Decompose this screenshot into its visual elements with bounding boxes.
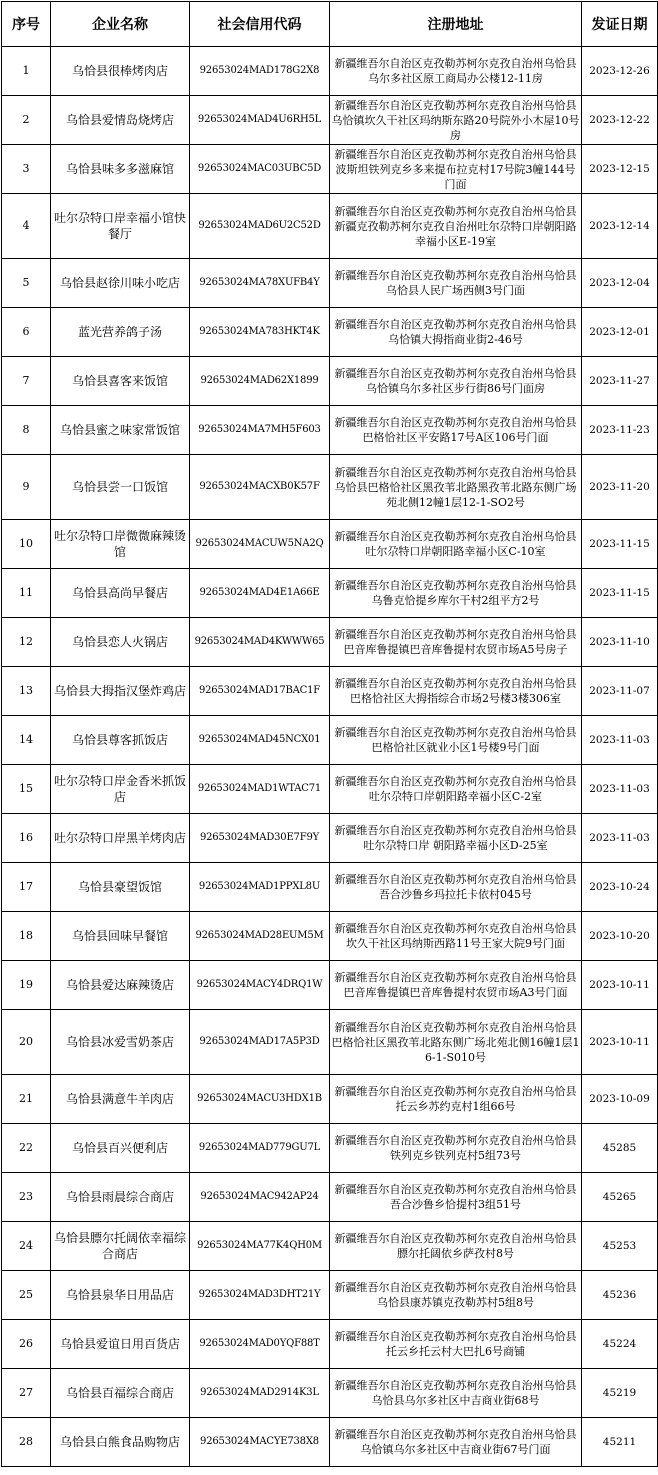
row-issue-date: 2023-10-20 [582, 912, 658, 961]
row-company-name: 乌恰县百兴便利店 [51, 1124, 190, 1173]
header-address: 注册地址 [330, 2, 582, 47]
row-seq: 26 [2, 1320, 51, 1369]
row-address: 新疆维吾尔自治区克孜勒苏柯尔克孜自治州乌恰县乌恰县人民广场西侧3号门面 [330, 259, 582, 308]
row-seq: 10 [2, 520, 51, 569]
row-company-name: 乌恰县满意牛羊肉店 [51, 1075, 190, 1124]
row-company-name: 乌恰县泉华日用品店 [51, 1271, 190, 1320]
row-issue-date: 2023-11-15 [582, 569, 658, 618]
row-address: 新疆维吾尔自治区克孜勒苏柯尔克孜自治州乌恰县乌尔多社区原工商局办公楼12-11房 [330, 47, 582, 96]
row-issue-date: 2023-11-10 [582, 618, 658, 667]
row-seq: 14 [2, 716, 51, 765]
row-address: 新疆维吾尔自治区克孜勒苏柯尔克孜自治州乌恰县铁列克乡铁列克村5组73号 [330, 1124, 582, 1173]
row-issue-date: 2023-11-27 [582, 357, 658, 406]
row-address: 新疆维吾尔自治区克孜勒苏柯尔克孜自治州乌恰县乌鲁克恰提乡库尔干村2组平方2号 [330, 569, 582, 618]
table-row [2, 455, 658, 520]
row-seq: 5 [2, 259, 51, 308]
table-row [2, 1010, 658, 1075]
row-seq: 12 [2, 618, 51, 667]
row-address: 新疆维吾尔自治区克孜勒苏柯尔克孜自治州乌恰县乌恰镇乌尔多社区中吉商业街67号门面 [330, 1418, 582, 1467]
row-company-name: 乌恰县恋人火锅店 [51, 618, 190, 667]
row-address: 新疆维吾尔自治区克孜勒苏柯尔克孜自治州乌恰县波斯坦铁列克乡多来提布拉克村17号院3幢144号门面 [330, 145, 582, 194]
row-company-name: 乌恰县很棒烤肉店 [51, 47, 190, 96]
table-row [2, 145, 658, 194]
row-seq: 28 [2, 1418, 51, 1467]
row-issue-date: 2023-11-03 [582, 765, 658, 814]
row-company-name: 吐尔尕特口岸微微麻辣烫馆 [51, 520, 190, 569]
table-row [2, 47, 658, 96]
row-credit-code: 92653024MAD1PPXL8U [190, 863, 330, 912]
row-address: 新疆维吾尔自治区克孜勒苏柯尔克孜自治州乌恰县吐尔尕特口岸 朝阳路幸福小区D-25室 [330, 814, 582, 863]
table-row [2, 194, 658, 259]
row-credit-code: 92653024MACU3HDX1B [190, 1075, 330, 1124]
row-credit-code: 92653024MAD4KWWW65 [190, 618, 330, 667]
row-issue-date: 2023-12-01 [582, 308, 658, 357]
row-credit-code: 92653024MAD2914K3L [190, 1369, 330, 1418]
row-company-name: 乌恰县大拇指汉堡炸鸡店 [51, 667, 190, 716]
row-address: 新疆维吾尔自治区克孜勒苏柯尔克孜自治州乌恰县托云乡托云村大巴扎6号商铺 [330, 1320, 582, 1369]
header-credit-code: 社会信用代码 [190, 2, 330, 47]
row-address: 新疆维吾尔自治区克孜勒苏柯尔克孜自治州乌恰县乌恰县巴格恰社区黑孜苇北路黑孜苇北路东侧广场苑北侧12幢1层12-1-SO2号 [330, 455, 582, 520]
row-company-name: 乌恰县爱情岛烧烤店 [51, 96, 190, 145]
row-credit-code: 92653024MAD779GU7L [190, 1124, 330, 1173]
row-issue-date: 45253 [582, 1222, 658, 1271]
row-issue-date: 2023-11-03 [582, 814, 658, 863]
table-row [2, 96, 658, 145]
row-issue-date: 2023-10-11 [582, 1010, 658, 1075]
row-address: 新疆维吾尔自治区克孜勒苏柯尔克孜自治州乌恰县巴格恰社区黑孜苇北路东侧广场北苑北侧16幢1层16-1-S010号 [330, 1010, 582, 1075]
row-company-name: 乌恰县喜客来饭馆 [51, 357, 190, 406]
row-seq: 19 [2, 961, 51, 1010]
table-row [2, 912, 658, 961]
row-issue-date: 2023-12-26 [582, 47, 658, 96]
row-address: 新疆维吾尔自治区克孜勒苏柯尔克孜自治州乌恰县乌恰县乌尔多社区中吉商业街68号 [330, 1369, 582, 1418]
row-credit-code: 92653024MA78XUFB4Y [190, 259, 330, 308]
row-credit-code: 92653024MA77K4QH0M [190, 1222, 330, 1271]
row-issue-date: 45265 [582, 1173, 658, 1222]
row-company-name: 乌恰县回味早餐馆 [51, 912, 190, 961]
row-company-name: 乌恰县爱达麻辣烫店 [51, 961, 190, 1010]
row-issue-date: 2023-10-11 [582, 961, 658, 1010]
row-company-name: 吐尔尕特口岸金香米抓饭店 [51, 765, 190, 814]
row-credit-code: 92653024MA7MH5F603 [190, 406, 330, 455]
row-issue-date: 45285 [582, 1124, 658, 1173]
table-row [2, 1075, 658, 1124]
table-row [2, 765, 658, 814]
row-credit-code: 92653024MAD0YQF88T [190, 1320, 330, 1369]
table-row [2, 1124, 658, 1173]
row-credit-code: 92653024MACY4DRQ1W [190, 961, 330, 1010]
header-seq: 序号 [2, 2, 51, 47]
row-company-name: 吐尔尕特口岸幸福小馆快餐厅 [51, 194, 190, 259]
row-address: 新疆维吾尔自治区克孜勒苏柯尔克孜自治州乌恰县巴音库鲁提镇巴音库鲁提村农贸市场A5号房子 [330, 618, 582, 667]
row-issue-date: 2023-11-23 [582, 406, 658, 455]
row-company-name: 乌恰县高尚早餐店 [51, 569, 190, 618]
row-credit-code: 92653024MAD45NCX01 [190, 716, 330, 765]
row-credit-code: 92653024MA783HKT4K [190, 308, 330, 357]
row-issue-date: 2023-10-24 [582, 863, 658, 912]
row-company-name: 乌恰县蜜之味家常饭馆 [51, 406, 190, 455]
row-credit-code: 92653024MAD1WTAC71 [190, 765, 330, 814]
row-address: 新疆维吾尔自治区克孜勒苏柯尔克孜自治州乌恰县乌恰镇大拇指商业街2-46号 [330, 308, 582, 357]
row-company-name: 乌恰县百福综合商店 [51, 1369, 190, 1418]
row-credit-code: 92653024MAD4U6RH5L [190, 96, 330, 145]
row-address: 新疆维吾尔自治区克孜勒苏柯尔克孜自治州乌恰县巴格恰社区平安路17号A区106号门面 [330, 406, 582, 455]
table-row [2, 357, 658, 406]
row-credit-code: 92653024MACUW5NA2Q [190, 520, 330, 569]
row-credit-code: 92653024MAD4E1A66E [190, 569, 330, 618]
row-address: 新疆维吾尔自治区克孜勒苏柯尔克孜自治州乌恰县巴格恰社区大拇指综合市场2号楼3楼306室 [330, 667, 582, 716]
table-row [2, 961, 658, 1010]
row-company-name: 乌恰县雨晨综合商店 [51, 1173, 190, 1222]
row-issue-date: 45211 [582, 1418, 658, 1467]
row-seq: 21 [2, 1075, 51, 1124]
row-address: 新疆维吾尔自治区克孜勒苏柯尔克孜自治州乌恰县巴格恰社区就业小区1号楼9号门面 [330, 716, 582, 765]
row-address: 新疆维吾尔自治区克孜勒苏柯尔克孜自治州乌恰县乌恰镇乌尔多社区步行街86号门面房 [330, 357, 582, 406]
table-row [2, 1271, 658, 1320]
table-row [2, 716, 658, 765]
row-seq: 8 [2, 406, 51, 455]
row-address: 新疆维吾尔自治区克孜勒苏柯尔克孜自治州乌恰县托云乡苏约克村1组66号 [330, 1075, 582, 1124]
row-seq: 22 [2, 1124, 51, 1173]
header-issue-date: 发证日期 [582, 2, 658, 47]
row-address: 新疆维吾尔自治区克孜勒苏柯尔克孜自治州乌恰县吾合沙鲁乡玛拉托卡依村045号 [330, 863, 582, 912]
row-company-name: 吐尔尕特口岸黑羊烤肉店 [51, 814, 190, 863]
row-seq: 1 [2, 47, 51, 96]
row-credit-code: 92653024MAD178G2X8 [190, 47, 330, 96]
row-seq: 17 [2, 863, 51, 912]
table-row [2, 569, 658, 618]
row-company-name: 乌恰县冰爱雪奶茶店 [51, 1010, 190, 1075]
table-row [2, 814, 658, 863]
row-address: 新疆维吾尔自治区克孜勒苏柯尔克孜自治州乌恰县新疆克孜勒苏柯尔克孜自治州吐尔尕特口岸朝阳路幸福小区E-19室 [330, 194, 582, 259]
row-company-name: 乌恰县豪望饭馆 [51, 863, 190, 912]
table-row [2, 259, 658, 308]
row-seq: 4 [2, 194, 51, 259]
table-row [2, 1222, 658, 1271]
row-credit-code: 92653024MAD3DHT21Y [190, 1271, 330, 1320]
row-issue-date: 2023-11-15 [582, 520, 658, 569]
row-seq: 25 [2, 1271, 51, 1320]
row-address: 新疆维吾尔自治区克孜勒苏柯尔克孜自治州乌恰县吾合沙鲁乡恰提村3组51号 [330, 1173, 582, 1222]
row-seq: 11 [2, 569, 51, 618]
row-address: 新疆维吾尔自治区克孜勒苏柯尔克孜自治州乌恰县吐尔尕特口岸朝阳路幸福小区C-2室 [330, 765, 582, 814]
row-seq: 7 [2, 357, 51, 406]
row-company-name: 蓝光营养鸽子汤 [51, 308, 190, 357]
row-credit-code: 92653024MAD6U2C52D [190, 194, 330, 259]
row-seq: 15 [2, 765, 51, 814]
row-seq: 20 [2, 1010, 51, 1075]
row-company-name: 乌恰县白熊食品购物店 [51, 1418, 190, 1467]
row-issue-date: 2023-10-09 [582, 1075, 658, 1124]
table-row [2, 1418, 658, 1467]
table-row [2, 1369, 658, 1418]
row-seq: 16 [2, 814, 51, 863]
row-credit-code: 92653024MAC03UBC5D [190, 145, 330, 194]
row-credit-code: 92653024MAC942AP24 [190, 1173, 330, 1222]
row-issue-date: 2023-11-03 [582, 716, 658, 765]
table-row [2, 1173, 658, 1222]
row-credit-code: 92653024MAD30E7F9Y [190, 814, 330, 863]
row-address: 新疆维吾尔自治区克孜勒苏柯尔克孜自治州乌恰县巴音库鲁提镇巴音库鲁提村农贸市场A3号门面 [330, 961, 582, 1010]
row-credit-code: 92653024MAD62X1899 [190, 357, 330, 406]
row-address: 新疆维吾尔自治区克孜勒苏柯尔克孜自治州乌恰县乌恰镇坎久干社区玛纳斯东路20号院外小木屋10号房 [330, 96, 582, 145]
table-row [2, 1320, 658, 1369]
row-company-name: 乌恰县膘尔托阔依幸福综合商店 [51, 1222, 190, 1271]
row-address: 新疆维吾尔自治区克孜勒苏柯尔克孜自治州乌恰县乌恰县康苏镇克孜勒苏村5组8号 [330, 1271, 582, 1320]
row-company-name: 乌恰县赵徐川味小吃店 [51, 259, 190, 308]
row-seq: 2 [2, 96, 51, 145]
row-company-name: 乌恰县尝一口饭馆 [51, 455, 190, 520]
row-company-name: 乌恰县味多多滋麻馆 [51, 145, 190, 194]
table-row [2, 667, 658, 716]
row-address: 新疆维吾尔自治区克孜勒苏柯尔克孜自治州乌恰县坎久干社区玛纳斯西路11号王家大院9号门面 [330, 912, 582, 961]
table-row [2, 520, 658, 569]
row-address: 新疆维吾尔自治区克孜勒苏柯尔克孜自治州乌恰县膘尔托阔依乡萨孜村8号 [330, 1222, 582, 1271]
row-seq: 18 [2, 912, 51, 961]
row-credit-code: 92653024MAD17A5P3D [190, 1010, 330, 1075]
row-credit-code: 92653024MACYE738X8 [190, 1418, 330, 1467]
row-seq: 24 [2, 1222, 51, 1271]
row-credit-code: 92653024MACXB0K57F [190, 455, 330, 520]
row-company-name: 乌恰县尊客抓饭店 [51, 716, 190, 765]
row-credit-code: 92653024MAD28EUM5M [190, 912, 330, 961]
table-row [2, 618, 658, 667]
row-seq: 9 [2, 455, 51, 520]
table-row [2, 308, 658, 357]
row-issue-date: 2023-12-22 [582, 96, 658, 145]
row-seq: 6 [2, 308, 51, 357]
row-seq: 3 [2, 145, 51, 194]
row-seq: 13 [2, 667, 51, 716]
row-issue-date: 2023-11-07 [582, 667, 658, 716]
row-company-name: 乌恰县爱谊日用百货店 [51, 1320, 190, 1369]
row-credit-code: 92653024MAD17BAC1F [190, 667, 330, 716]
header-company-name: 企业名称 [51, 2, 190, 47]
row-issue-date: 45236 [582, 1271, 658, 1320]
table-header-row [2, 2, 658, 47]
row-issue-date: 2023-12-14 [582, 194, 658, 259]
row-seq: 23 [2, 1173, 51, 1222]
table-row [2, 863, 658, 912]
row-issue-date: 2023-12-04 [582, 259, 658, 308]
table-row [2, 406, 658, 455]
row-issue-date: 45224 [582, 1320, 658, 1369]
enterprise-license-table [1, 1, 658, 1467]
row-issue-date: 2023-12-15 [582, 145, 658, 194]
row-issue-date: 45219 [582, 1369, 658, 1418]
row-address: 新疆维吾尔自治区克孜勒苏柯尔克孜自治州乌恰县吐尔尕特口岸朝阳路幸福小区C-10室 [330, 520, 582, 569]
row-issue-date: 2023-11-20 [582, 455, 658, 520]
row-seq: 27 [2, 1369, 51, 1418]
